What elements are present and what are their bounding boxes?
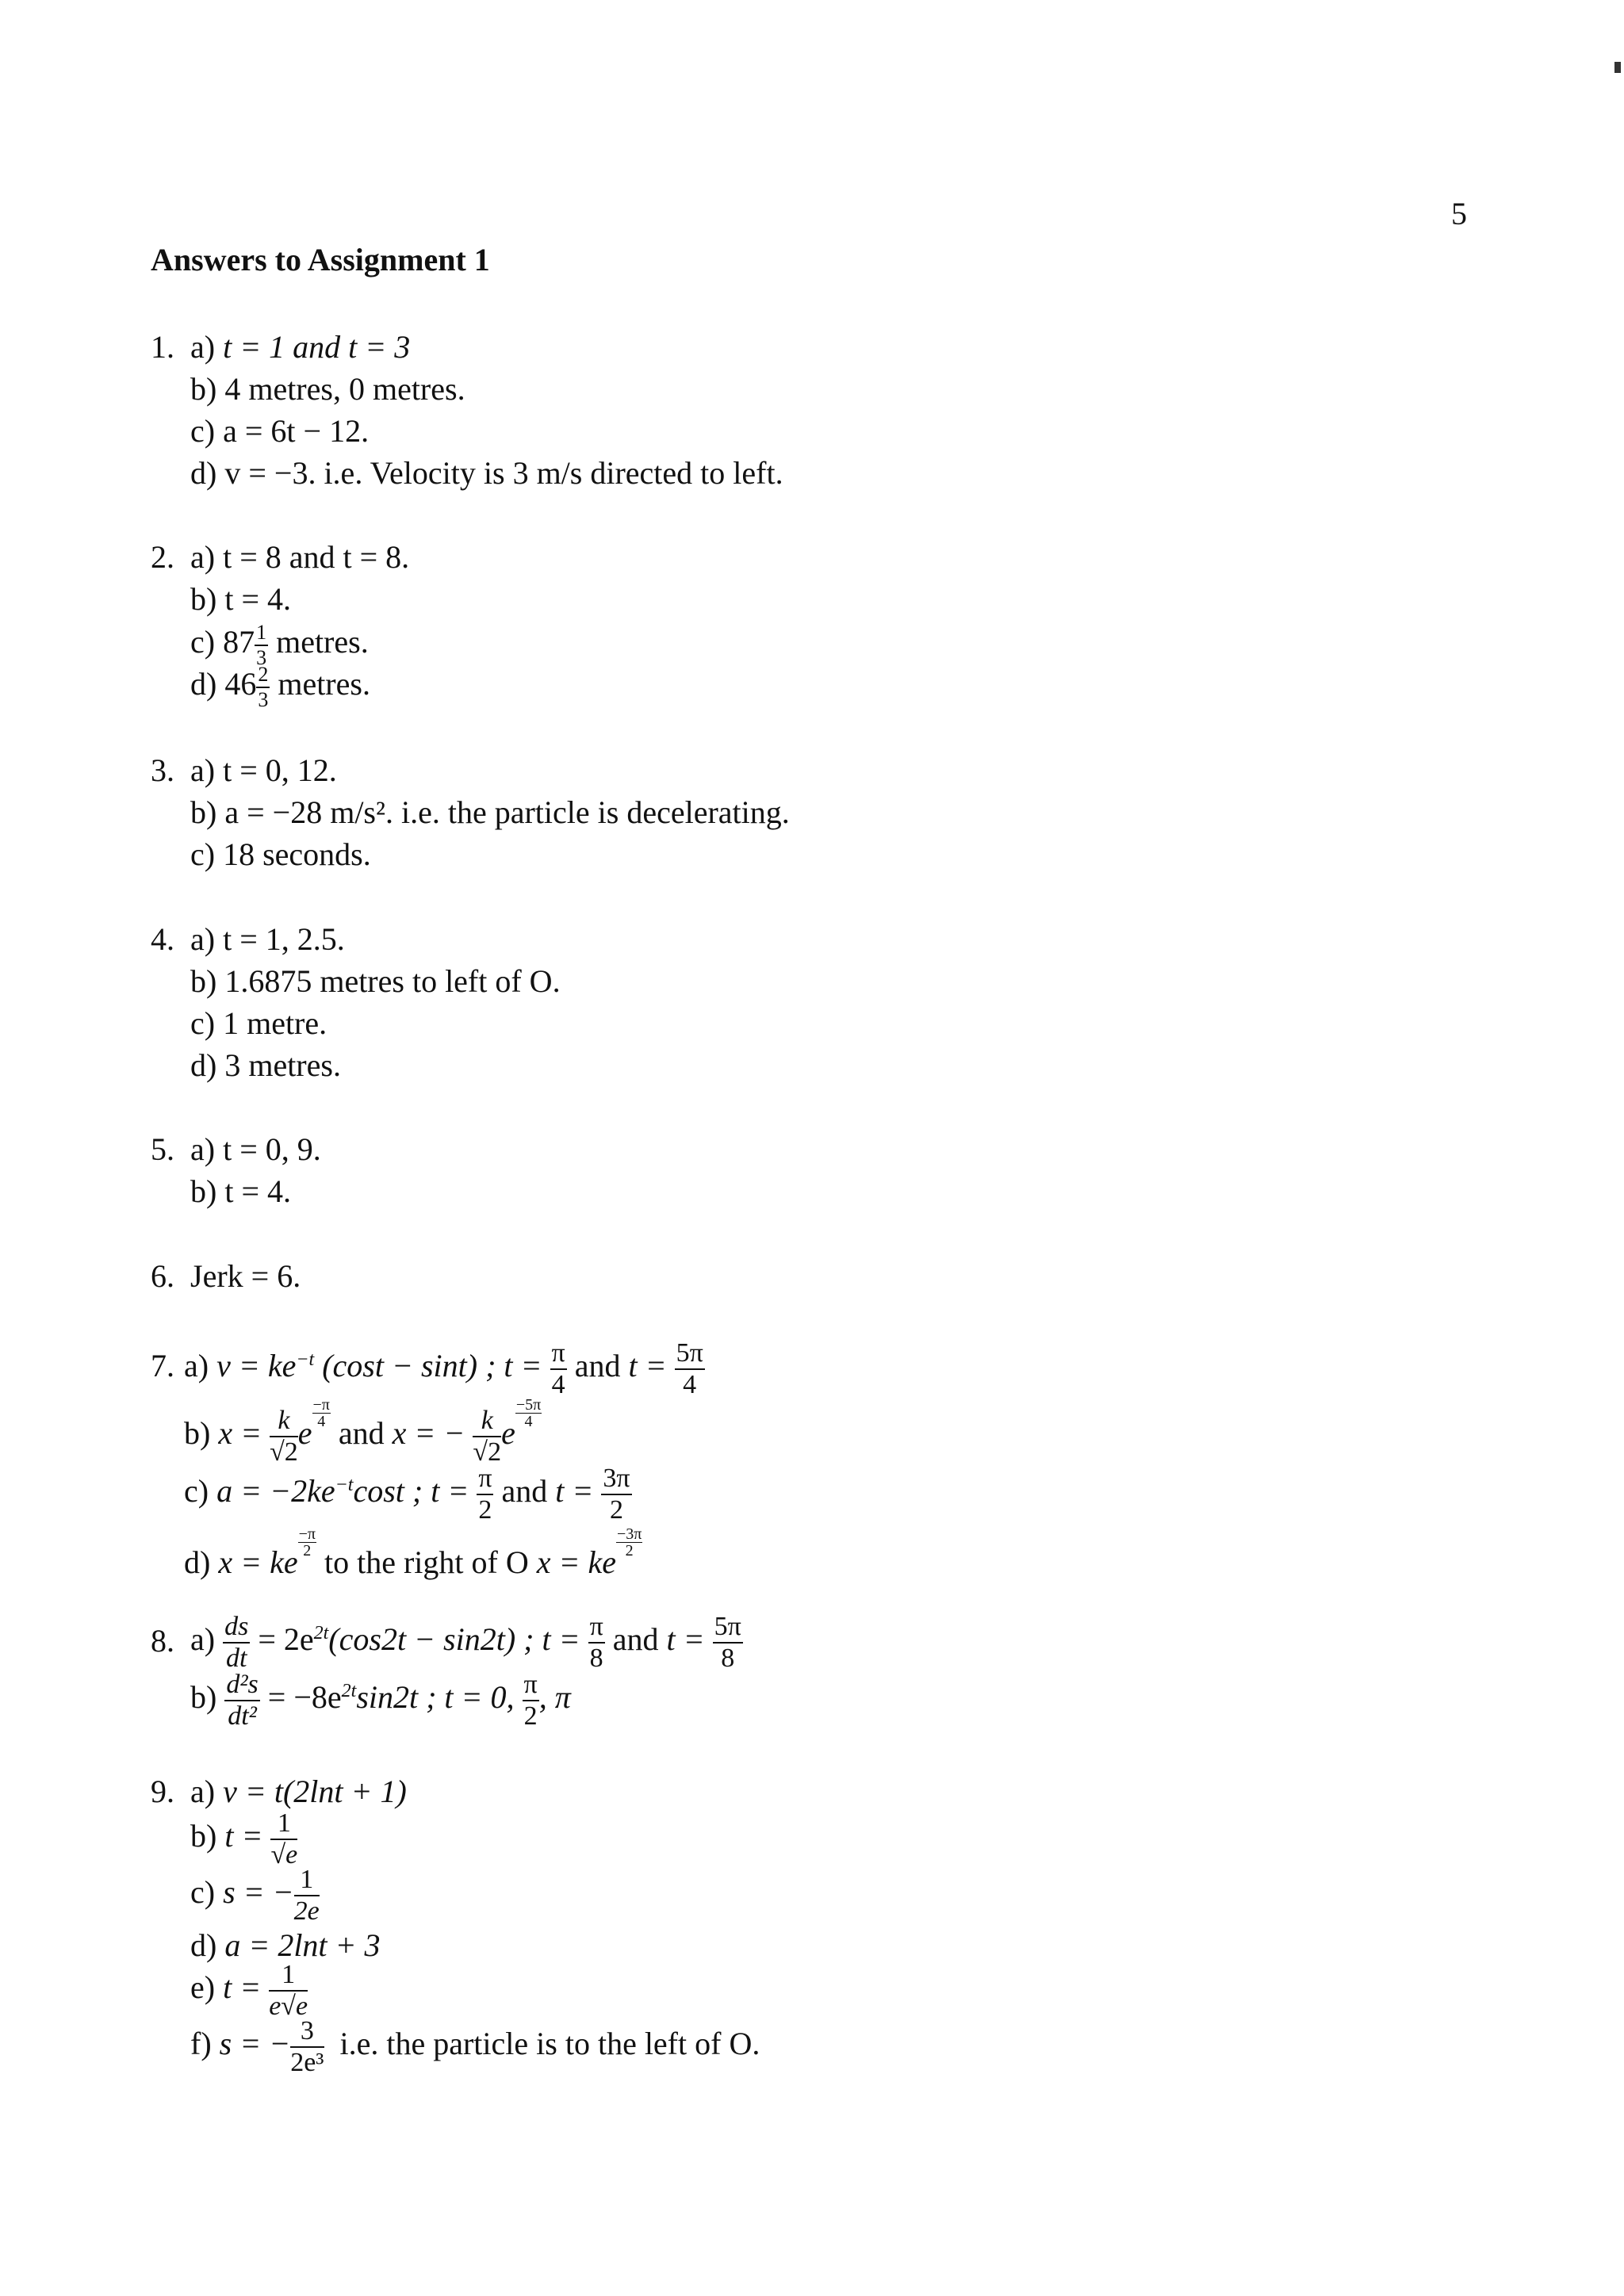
q2-d: d) 46 $\frac{2}{3}$ metres. (190, 663, 370, 711)
q5-b: b) t = 4. (190, 1173, 291, 1209)
q7-number: 7. (151, 1348, 174, 1383)
q2-b: b) t = 4. (190, 581, 291, 617)
q9-e: e) t = $\frac{1}{e√e}$ (190, 1960, 308, 2021)
q6-number: 6. (151, 1258, 174, 1294)
q2-c: c) 87 $\frac{1}{3}$ metres. (190, 621, 369, 669)
q4-a: a) t = 1, 2.5. (190, 921, 345, 957)
q8-b: b) $\frac{\text{d²s}}{\text{dt²}}$ = $-8e^{2t}\sin 2t$ ; t = 0, $\frac{\pi}{2}$ , π (190, 1670, 571, 1731)
q9-f: f) s = − $\frac{3}{\text{2e³}}$ i.e. the particle is to the left of O. (190, 2016, 760, 2077)
q1-d: d) v = −3. i.e. Velocity is 3 m/s directed to left. (190, 455, 783, 491)
q8-number: 8. (151, 1623, 174, 1659)
q9-c: c) s = − $\frac{1}{2e}$ (190, 1865, 320, 1926)
scan-edge-mark (1614, 62, 1621, 73)
q1-number: 1. (151, 329, 174, 365)
q4-number: 4. (151, 921, 174, 957)
page-number: 5 (1451, 196, 1467, 232)
q7-c: c) $a = -2ke^{-t}\cos t$ ; t = $\frac{\pi}{2}$ and t = $\frac{3\pi}{2}$ (184, 1464, 630, 1525)
q2-a: a) t = 8 and t = 8. (190, 539, 410, 575)
q6-text: Jerk = 6. (190, 1258, 301, 1294)
q4-b: b) 1.6875 metres to left of O. (190, 963, 561, 999)
q3-a: a) t = 0, 12. (190, 752, 337, 788)
q2-number: 2. (151, 539, 174, 575)
q9-b: b) t = $\frac{1}{√e}$ (190, 1808, 298, 1869)
q9-d: d) a = 2lnt + 3 (190, 1927, 381, 1963)
q7-a: a) $v = ke^{-t}$ (cost − sint) ; t = $\frac{\pi}{4}$ and t = $\frac{5\pi}{4}$ (184, 1338, 703, 1399)
q5-number: 5. (151, 1131, 174, 1167)
q4-c: c) 1 metre. (190, 1005, 327, 1041)
q7-b: b) x = $\frac{k}{√2}$ e $\frac{-\pi}{4}$ and x = − $\frac{k}{√2}$ e $\frac{-5\pi}{4}$ (184, 1396, 542, 1467)
q3-b: b) a = −28 m/s². i.e. the particle is decelerating. (190, 794, 790, 830)
q1-b: b) 4 metres, 0 metres. (190, 371, 465, 407)
q3-c: c) 18 seconds. (190, 836, 371, 872)
q8-a: a) $\frac{ds}{dt}$ = $2e^{2t}(\cos 2t - \sin 2t)$ ; t = $\frac{\pi}{8}$ and t = $\frac{5\pi}{8}$ (190, 1612, 741, 1673)
q7-d: d) x = ke $\frac{-\pi}{2}$ to the right of O x = ke $\frac{-3\pi}{2}$ (184, 1525, 642, 1580)
q5-a: a) t = 0, 9. (190, 1131, 321, 1167)
q9-a: a) v = t(2lnt + 1) (190, 1774, 407, 1809)
q3-number: 3. (151, 752, 174, 788)
q4-d: d) 3 metres. (190, 1047, 341, 1083)
q1-a: a) t = 1 and t = 3 (190, 329, 411, 365)
q9-number: 9. (151, 1774, 174, 1809)
q1-c: c) a = 6t − 12. (190, 413, 370, 449)
page-title: Answers to Assignment 1 (151, 242, 490, 277)
